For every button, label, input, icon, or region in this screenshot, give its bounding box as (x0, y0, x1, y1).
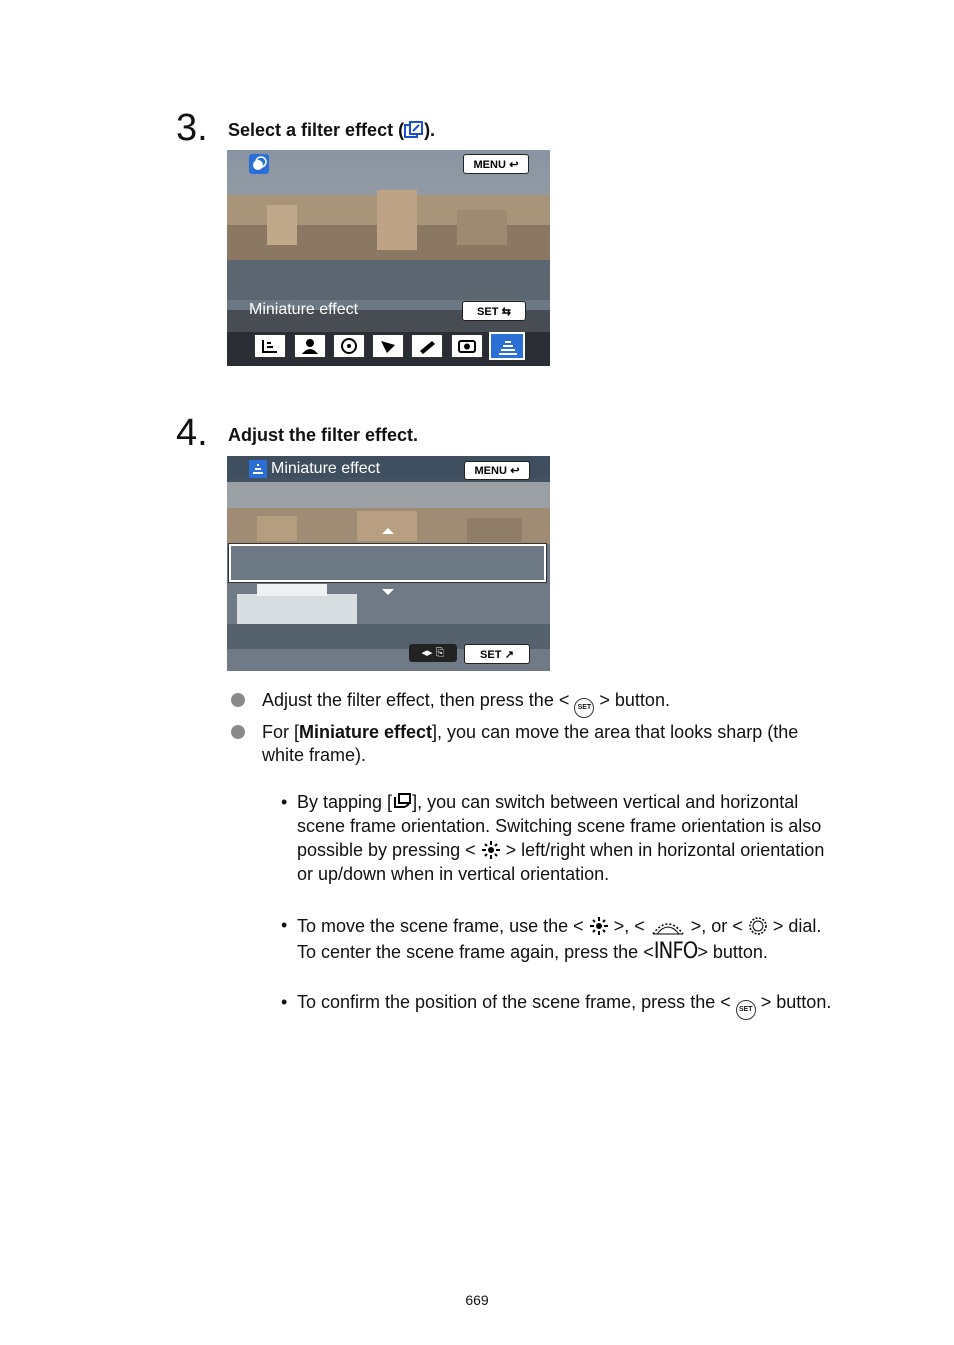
info-button-icon: INFO (653, 939, 698, 964)
effect-title: Miniature effect (271, 460, 381, 477)
subbullet-2-p3: >, or < (690, 916, 743, 936)
filter-art-bold-icon[interactable] (372, 334, 404, 358)
return-icon: ↩ (509, 159, 519, 171)
bullet-2-bold: Miniature effect (299, 722, 433, 742)
set-label-2: SET (480, 649, 502, 661)
filter-watercolor-icon[interactable] (411, 334, 443, 358)
set-label: SET (477, 306, 499, 318)
subbullet-2-p4: > dial. (772, 916, 822, 936)
subbullet-3-suffix: > button. (760, 992, 832, 1012)
quick-control-dial-icon (748, 916, 768, 936)
bullet-2-suffix: ], you can move the area that looks sharp (the (432, 722, 799, 742)
bullet-dot-2 (231, 725, 245, 739)
up-arrow-icon[interactable] (382, 528, 394, 534)
bullet-2-prefix: For [ (262, 722, 300, 742)
subbullet-2 (297, 913, 821, 965)
set-button-icon-2: SET (736, 1000, 756, 1020)
frame-rotate-icon: ⎘ (435, 647, 445, 659)
step-3-title-suffix: ). (424, 120, 436, 140)
filter-miniature-icon[interactable] (489, 332, 525, 360)
camera-screen-miniature-adjust (227, 456, 550, 671)
menu-back-button[interactable] (463, 154, 529, 174)
multi-controller-icon (481, 840, 501, 860)
subbullet-1-marker: • (281, 792, 288, 812)
subbullet-2-p1: To move the scene frame, use the < (297, 916, 584, 936)
subbullet-1 (297, 790, 824, 886)
subbullet-2-l2-suffix: > button. (697, 942, 768, 962)
subbullet-1-l4: or up/down when in vertical orientation. (297, 864, 610, 884)
filter-toy-camera-icon[interactable] (451, 334, 483, 358)
down-arrow-icon[interactable] (382, 589, 394, 595)
return-icon-2: ↩ (510, 465, 520, 477)
confirm-icon: ↗ (504, 649, 514, 661)
bullet-dot-1 (231, 693, 245, 707)
bullet-2-line2: white frame). (262, 745, 367, 765)
menu-back-button-2[interactable] (464, 461, 530, 480)
filter-soft-focus-icon[interactable] (294, 334, 326, 358)
bullet-2 (262, 721, 798, 767)
detail-icon: ⇆ (501, 306, 511, 318)
bullet-1 (262, 689, 670, 718)
frame-orientation-icon (392, 793, 412, 811)
menu-label-2: MENU (474, 465, 507, 477)
subbullet-1-l1: ], you can switch between vertical and horizontal (412, 792, 799, 812)
step-4-number: 4. (176, 412, 208, 454)
multi-controller-icon-2 (589, 916, 609, 936)
subbullet-3-marker: • (281, 992, 288, 1012)
set-detail-button[interactable] (462, 301, 526, 321)
step-4-title: Adjust the filter effect. (228, 425, 419, 445)
set-confirm-button[interactable] (464, 644, 530, 664)
filter-mode-icon (249, 154, 269, 174)
filter-grainy-bw-icon[interactable] (254, 334, 286, 358)
miniature-mode-icon (249, 460, 267, 478)
step-3-title (228, 120, 435, 141)
subbullet-1-prefix: By tapping [ (297, 792, 393, 812)
set-button-icon: SET (574, 698, 594, 718)
orientation-toggle-button[interactable] (409, 644, 457, 662)
subbullet-3 (297, 990, 831, 1020)
subbullet-1-l2: scene frame orientation. Switching scene frame orientation is also (297, 816, 822, 836)
left-right-icon: ◂▸ (421, 647, 433, 659)
scene-frame[interactable] (229, 544, 546, 582)
filter-fisheye-icon[interactable] (333, 334, 365, 358)
subbullet-1-l3-prefix: possible by pressing < (297, 840, 476, 860)
subbullet-3-prefix: To confirm the position of the scene frame, press the < (297, 992, 731, 1012)
bullet-1-prefix: Adjust the filter effect, then press the < (262, 690, 570, 710)
step-3-number: 3. (176, 107, 208, 149)
subbullet-2-marker: • (281, 915, 288, 935)
main-dial-icon (650, 916, 686, 936)
subbullet-1-l3-suffix: > left/right when in horizontal orientation (505, 840, 825, 860)
bullet-1-suffix: > button. (599, 690, 670, 710)
effect-name-label: Miniature effect (249, 301, 359, 318)
menu-label: MENU (473, 159, 506, 171)
page-number: 669 (465, 1292, 489, 1308)
subbullet-2-p2: >, < (613, 916, 645, 936)
subbullet-2-l2-prefix: To center the scene frame again, press the < (297, 942, 654, 962)
filter-effect-icon (404, 121, 424, 139)
step-3-title-prefix: Select a filter effect ( (228, 120, 405, 140)
